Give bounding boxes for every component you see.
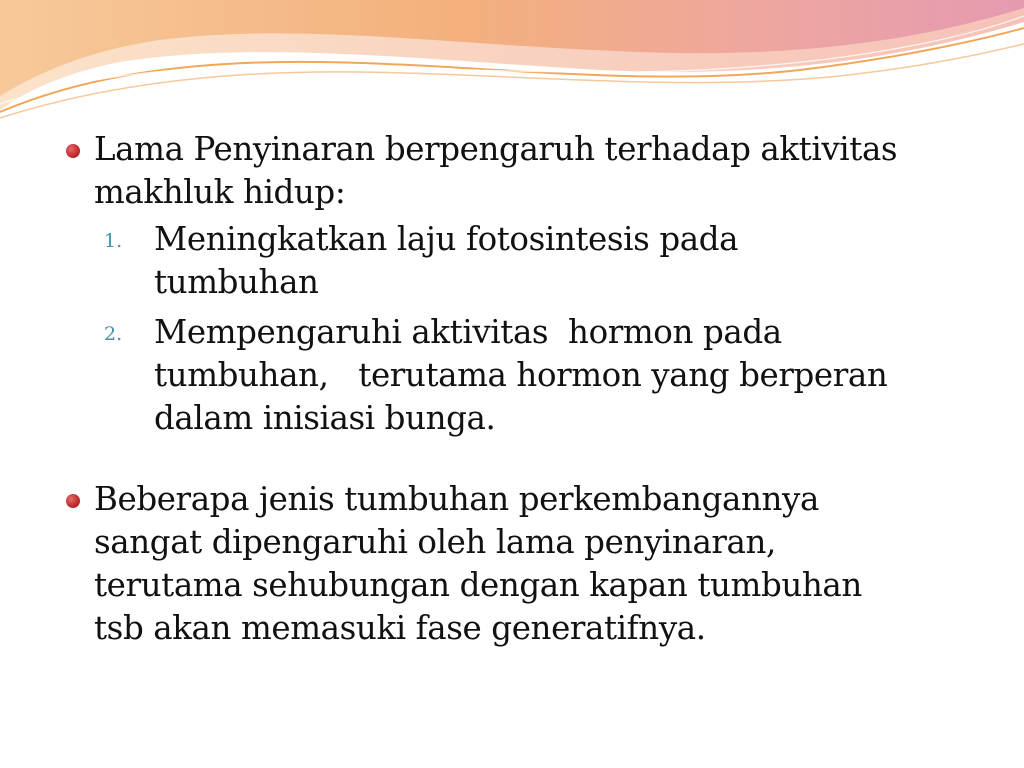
bullet-2-line-3: terutama sehubungan dengan kapan tumbuhan: [94, 566, 862, 604]
sub-item-1-line-2: tumbuhan: [154, 263, 319, 301]
numbered-sub-list: [94, 218, 960, 440]
bullet-item-1: [60, 128, 960, 440]
sub-item-2: [94, 311, 960, 440]
bullet-1-line-1: Lama Penyinaran berpengaruh terhadap aktivitas: [94, 130, 898, 168]
sub-item-1-line-1: Meningkatkan laju fotosintesis pada: [154, 220, 739, 258]
slide-content: [60, 128, 960, 650]
sub-item-2-number: 2.: [104, 323, 123, 345]
bullet-2-line-1: Beberapa jenis tumbuhan perkembangannya: [94, 480, 819, 518]
sub-item-1: [94, 218, 960, 304]
sub-item-1-number: 1.: [104, 230, 123, 252]
bullet-dot-icon: [66, 494, 80, 508]
sub-item-2-line-1: Mempengaruhi aktivitas hormon pada: [154, 313, 782, 351]
bullet-1-line-2: makhluk hidup:: [94, 173, 346, 211]
sub-item-2-line-3: dalam inisiasi bunga.: [154, 399, 496, 437]
sub-item-2-line-2: tumbuhan, terutama hormon yang berperan: [154, 356, 888, 394]
bullet-2-line-2: sangat dipengaruhi oleh lama penyinaran,: [94, 523, 776, 561]
header-wave-decoration: [0, 0, 1024, 130]
bullet-item-2: [60, 478, 960, 650]
bullet-2-line-4: tsb akan memasuki fase generatifnya.: [94, 609, 706, 647]
bullet-dot-icon: [66, 144, 80, 158]
